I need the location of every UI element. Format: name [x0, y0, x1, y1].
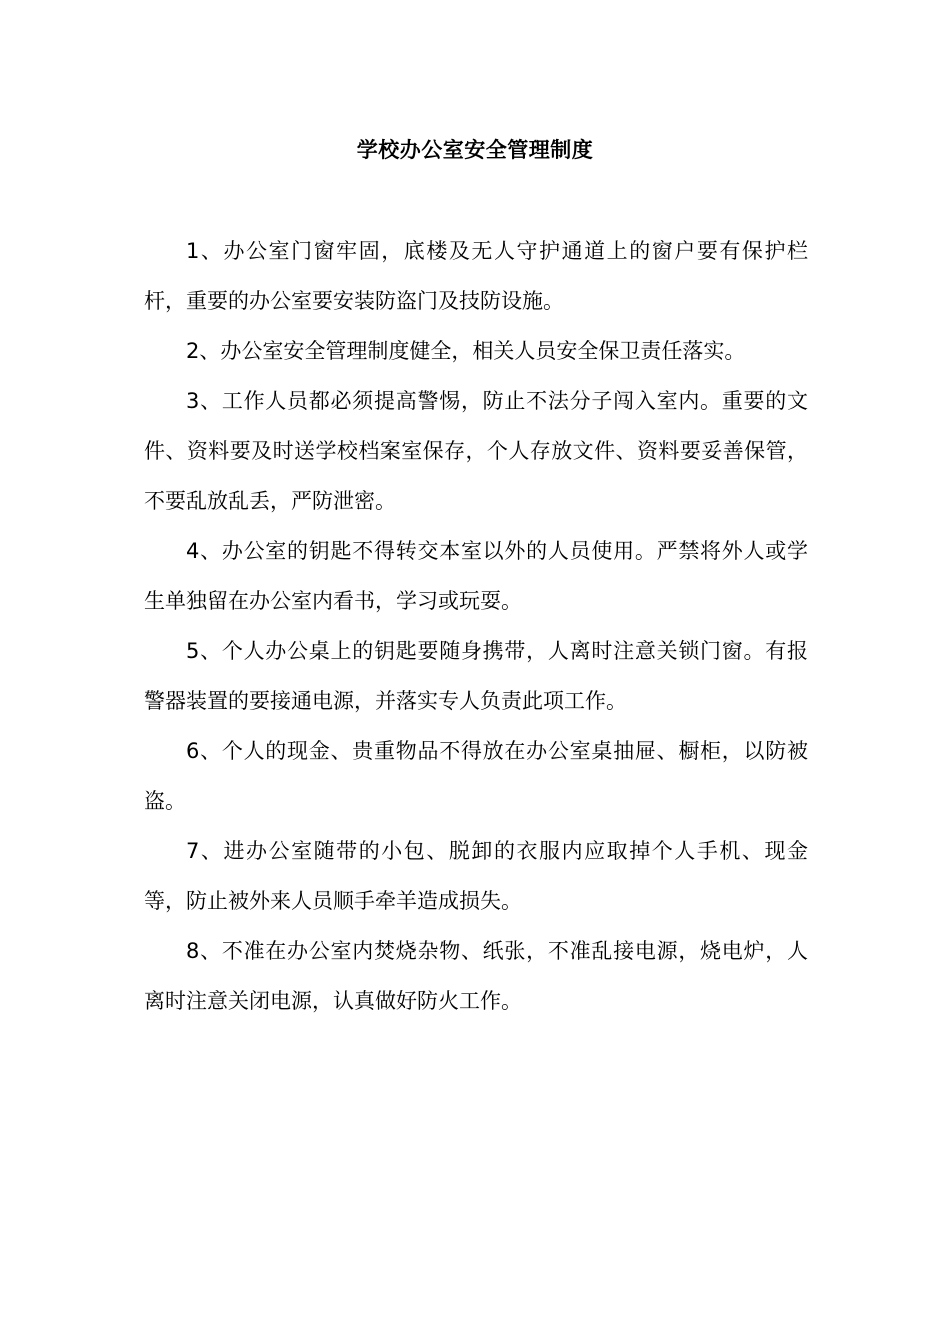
clause-6: 6、个人的现金、贵重物品不得放在办公室桌抽屉、橱柜，以防被盗。 [144, 739, 808, 813]
clause-4: 4、办公室的钥匙不得转交本室以外的人员使用。严禁将外人或学生单独留在办公室内看书，学习或玩耍。 [144, 539, 808, 613]
clause-7: 7、进办公室随带的小包、脱卸的衣服内应取掉个人手机、现金等，防止被外来人员顺手牵羊造成损失。 [144, 839, 808, 913]
clause-2: 2、办公室安全管理制度健全，相关人员安全保卫责任落实。 [186, 339, 746, 363]
clause-5: 5、个人办公桌上的钥匙要随身携带，人离时注意关锁门窗。有报警器装置的要接通电源，并落实专人负责此项工作。 [144, 639, 808, 713]
document-title: 学校办公室安全管理制度 [356, 138, 594, 162]
document-body [144, 226, 808, 1026]
clause-1: 1、办公室门窗牢固，底楼及无人守护通道上的窗户要有保护栏杆，重要的办公室要安装防盗门及技防设施。 [144, 239, 808, 313]
clause-3: 3、工作人员都必须提高警惕，防止不法分子闯入室内。重要的文件、资料要及时送学校档案室保存，个人存放文件、资料要妥善保管，不要乱放乱丢，严防泄密。 [144, 389, 808, 513]
clause-8: 8、不准在办公室内焚烧杂物、纸张，不准乱接电源，烧电炉，人离时注意关闭电源，认真做好防火工作。 [144, 939, 808, 1013]
